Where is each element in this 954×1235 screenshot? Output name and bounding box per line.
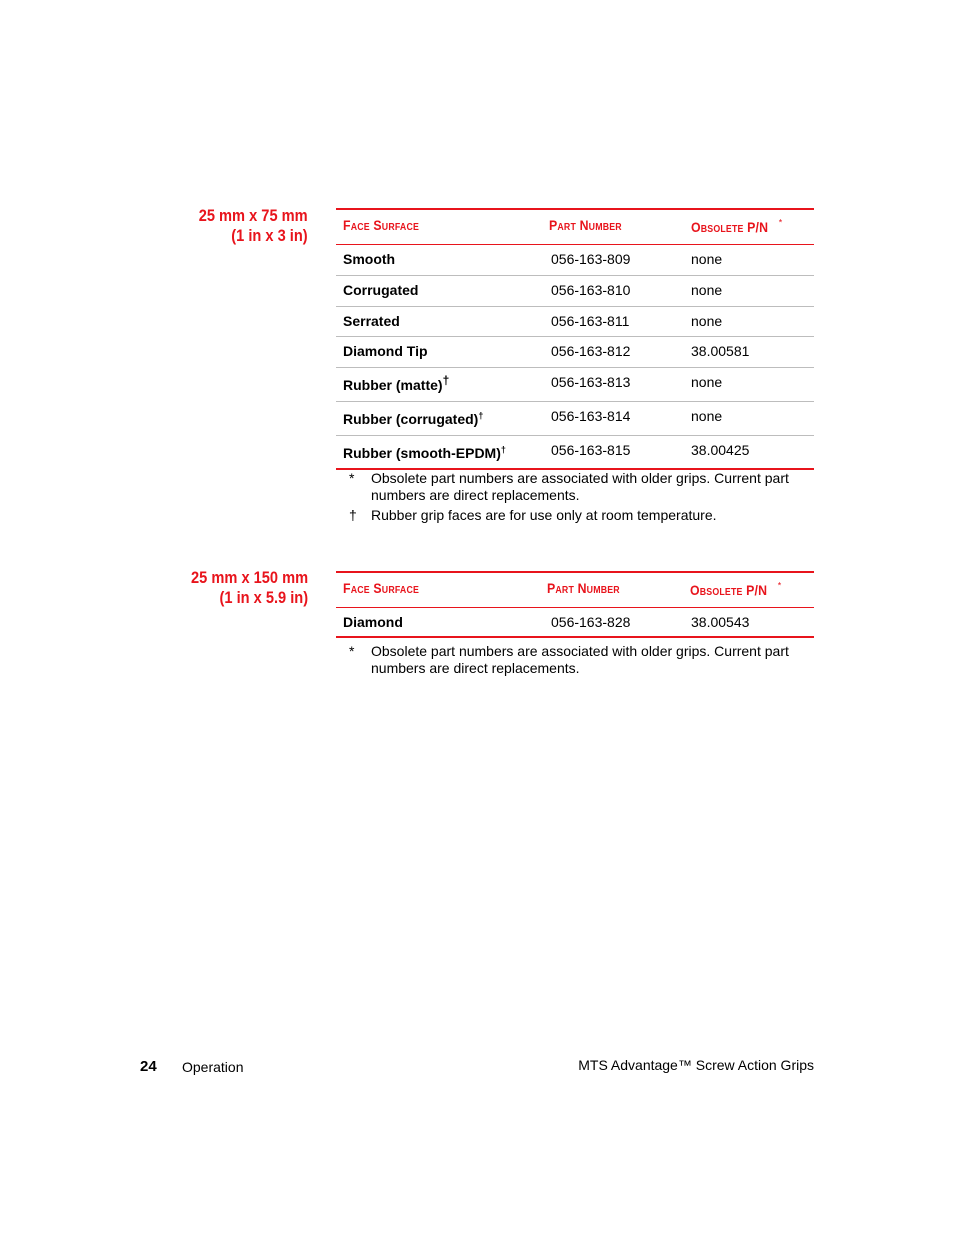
table-header-row <box>336 573 814 608</box>
heading-line-1: 25 mm x 75 mm <box>199 206 308 225</box>
footer-title: MTS Advantage™ Screw Action Grips <box>578 1057 814 1073</box>
section-heading <box>199 206 308 246</box>
footnote-marker: † <box>478 410 484 421</box>
note-item <box>345 470 805 504</box>
table-notes <box>345 643 805 680</box>
part-number-cell: 056-163-813 <box>551 374 631 390</box>
face-surface-cell: Diamond Tip <box>343 343 428 359</box>
footnote-marker: * <box>778 217 783 228</box>
table-row <box>336 337 814 368</box>
obsolete-pn-cell: none <box>691 374 723 390</box>
part-number-cell: 056-163-812 <box>551 343 631 359</box>
obsolete-pn-cell: none <box>691 408 723 424</box>
note-item <box>345 643 805 677</box>
face-surface-cell: Corrugated <box>343 282 419 298</box>
note-mark: † <box>349 507 357 523</box>
table-row <box>336 402 814 436</box>
table-row <box>336 245 814 276</box>
note-item <box>345 507 805 524</box>
heading-line-2: (1 in x 3 in) <box>231 226 308 245</box>
obsolete-pn-cell: 38.00581 <box>691 343 750 359</box>
table-notes <box>345 470 805 527</box>
header-face-surface: Face Surface <box>343 217 420 233</box>
part-table <box>336 208 814 470</box>
obsolete-pn-cell: none <box>691 313 723 329</box>
footnote-marker: † <box>442 373 450 388</box>
footer-section: Operation <box>182 1059 244 1075</box>
header-obsolete-pn: Obsolete P/N <box>691 219 769 235</box>
header-part-number: Part Number <box>547 580 620 596</box>
part-number-cell: 056-163-828 <box>551 614 631 630</box>
face-surface-cell: Rubber (smooth-EPDM) <box>343 445 501 461</box>
part-table <box>336 571 814 638</box>
note-text: Rubber grip faces are for use only at room temperature. <box>371 507 717 523</box>
face-surface-cell: Rubber (corrugated) <box>343 411 479 427</box>
obsolete-pn-cell: 38.00425 <box>691 442 750 458</box>
obsolete-pn-cell: none <box>691 282 723 298</box>
part-number-cell: 056-163-814 <box>551 408 631 424</box>
table-row <box>336 368 814 402</box>
obsolete-pn-cell: none <box>691 251 723 267</box>
table-row <box>336 436 814 468</box>
heading-line-1: 25 mm x 150 mm <box>190 568 308 587</box>
note-mark: * <box>349 643 355 659</box>
footnote-marker: * <box>777 580 782 591</box>
note-mark: * <box>349 470 355 486</box>
header-part-number: Part Number <box>549 217 622 233</box>
table-header-row <box>336 210 814 245</box>
table-row <box>336 608 814 636</box>
page-number: 24 <box>140 1058 157 1075</box>
face-surface-cell: Rubber (matte) <box>343 377 443 393</box>
section-heading <box>191 568 308 608</box>
face-surface-cell: Serrated <box>343 313 400 329</box>
face-surface-cell: Diamond <box>343 614 403 630</box>
note-text: Obsolete part numbers are associated with older grips. Current part numbers are direct replacements. <box>371 643 789 676</box>
note-text: Obsolete part numbers are associated with older grips. Current part numbers are direct replacements. <box>371 470 789 503</box>
table-row <box>336 276 814 307</box>
heading-line-2: (1 in x 5.9 in) <box>219 588 308 607</box>
part-number-cell: 056-163-815 <box>551 442 631 458</box>
face-surface-cell: Smooth <box>343 251 396 267</box>
header-face-surface: Face Surface <box>343 580 420 596</box>
part-number-cell: 056-163-810 <box>551 282 631 298</box>
table-row <box>336 307 814 337</box>
part-number-cell: 056-163-809 <box>551 251 631 267</box>
obsolete-pn-cell: 38.00543 <box>691 614 750 630</box>
header-obsolete-pn: Obsolete P/N <box>690 582 768 598</box>
part-number-cell: 056-163-811 <box>551 313 630 329</box>
footnote-marker: † <box>500 444 506 455</box>
